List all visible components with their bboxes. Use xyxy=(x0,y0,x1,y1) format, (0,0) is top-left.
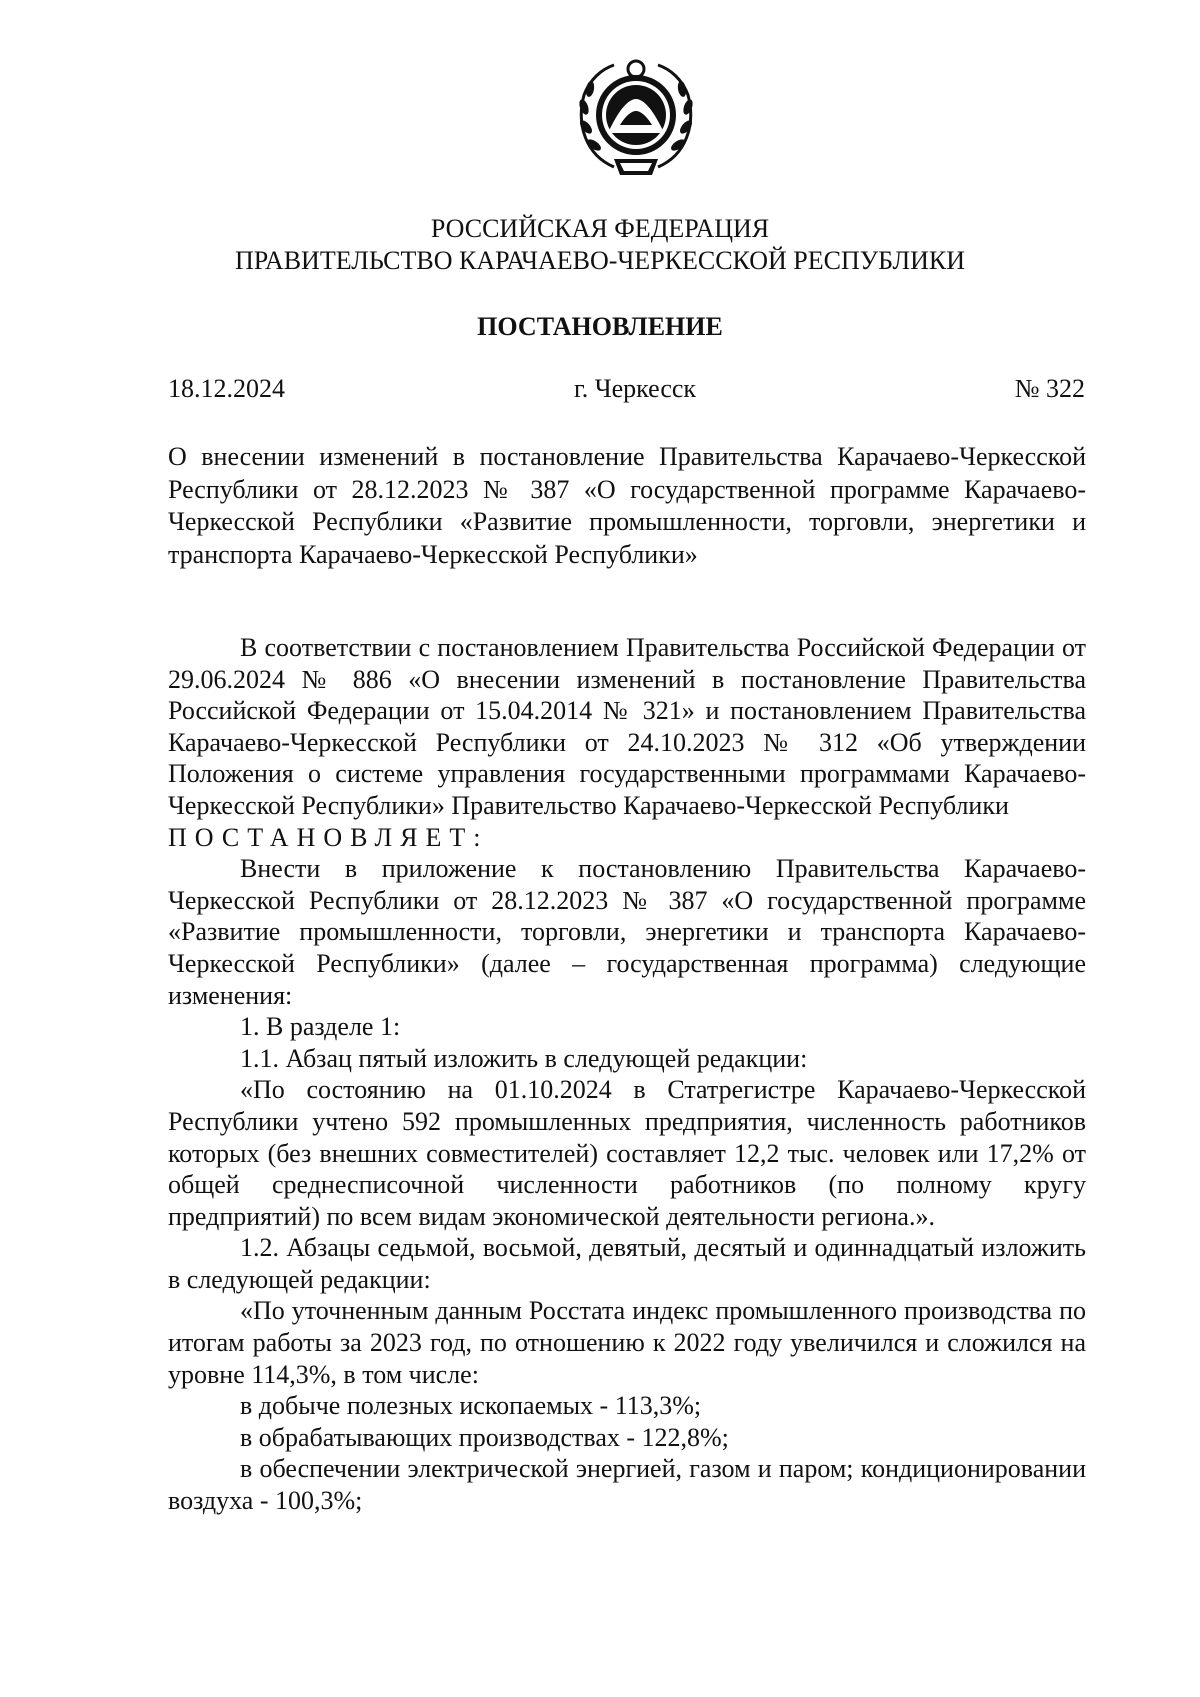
body-paragraph: в добыче полезных ископаемых - 113,3%; xyxy=(240,1391,702,1421)
preamble-paragraph: В соответствии с постановлением Правительства Российской Федерации от 29.06.2024 № 886 «О внесении изменений в постановление Правительства Российской Федерации от 15.04.2014 № 321» и постановлением Правительства Карачаево-Черкесской Республики от 24.10.2023 № 312 «Об утверждении Положения о системе управления государственными программами Карачаево-Черкесской Республики» Правительство Карачаево-Черкесской Республики xyxy=(168,633,1086,820)
country-name: РОССИЙСКАЯ ФЕДЕРАЦИЯ xyxy=(430,214,770,243)
resolves-heading: ПОСТАНОВЛЯЕТ: xyxy=(168,822,489,852)
body-paragraph: «По состоянию на 01.10.2024 в Статрегистре Карачаево-Черкесской Республики учтено 592 промышленных предприятия, численность работников которых (без внешних совместителей) составляет 12,2 тыс. человек или 17,2% от общей среднесписочной численности работников (по полному кругу предприятий) по всем видам экономической деятельности региона.». xyxy=(168,1075,1086,1231)
coat-of-arms-emblem xyxy=(574,55,698,181)
body-paragraph: 1.1. Абзац пятый изложить в следующей редакции: xyxy=(240,1043,808,1073)
document-city: г. Черкесск xyxy=(574,374,697,403)
document-date: 18.12.2024 xyxy=(168,374,285,403)
body-paragraph: в обеспечении электрической энергией, газом и паром; кондиционировании воздуха - 100,3%; xyxy=(168,1454,1086,1516)
body-paragraph: в обрабатывающих производствах - 122,8%; xyxy=(240,1422,729,1452)
body-paragraph: 1.2. Абзацы седьмой, восьмой, девятый, десятый и одиннадцатый изложить в следующей редакции: xyxy=(168,1233,1086,1294)
document-number: № 322 xyxy=(1014,374,1085,403)
body-paragraph: «По уточненным данным Росстата индекс промышленного производства по итогам работы за 2023 год, по отношению к 2022 году увеличился и сложился на уровне 114,3%, в том числе: xyxy=(168,1296,1086,1389)
body-paragraph: Внести в приложение к постановлению Правительства Карачаево-Черкесской Республики от 28.12.2023 № 387 «О государственной программе «Развитие промышленности, торговли, энергетики и транспорта Карачаево-Черкесской Республики» (далее – государственная программа) следующие изменения: xyxy=(168,854,1086,1010)
document-type: ПОСТАНОВЛЕНИЕ xyxy=(477,312,723,341)
body-paragraph: 1. В разделе 1: xyxy=(240,1012,401,1042)
document-title: О внесении изменений в постановление Правительства Карачаево-Черкесской Республики от 28.12.2023 № 387 «О государственной программе Карачаево-Черкесской Республики «Развитие промышленности, торговли, энергетики и транспорта Карачаево-Черкесской Республики» xyxy=(168,442,1086,569)
document-body xyxy=(168,632,1086,1517)
government-name: ПРАВИТЕЛЬСТВО КАРАЧАЕВО-ЧЕРКЕССКОЙ РЕСПУБЛИКИ xyxy=(235,246,965,275)
